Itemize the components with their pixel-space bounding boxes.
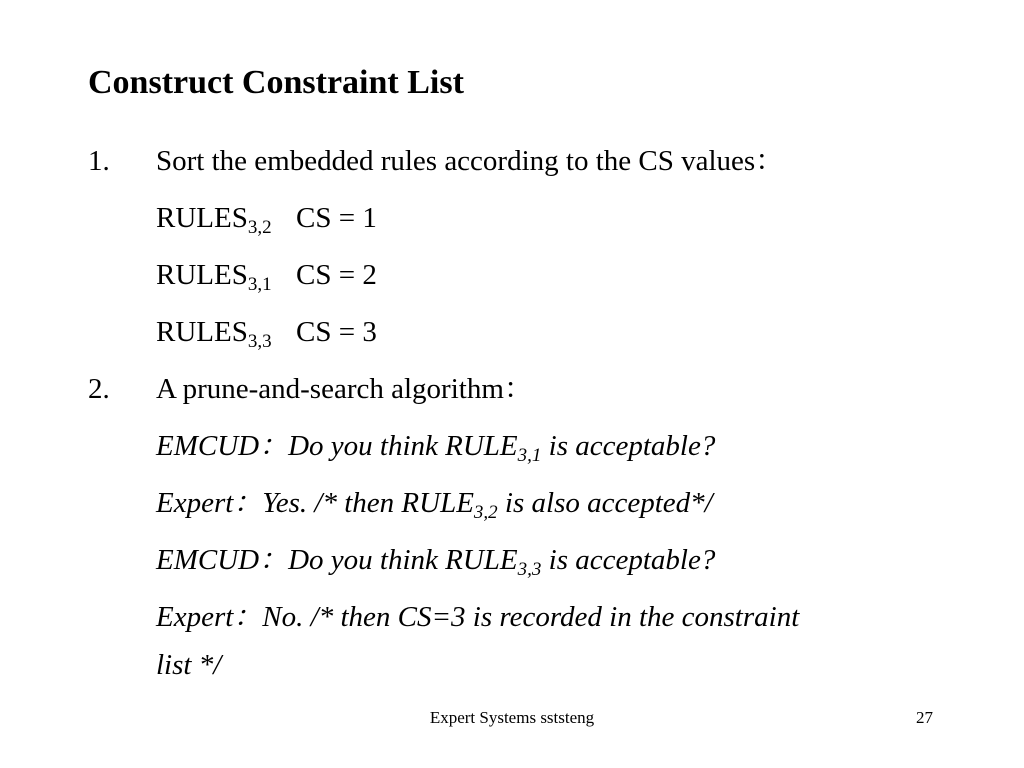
- dialog-text-end: is acceptable?: [541, 430, 716, 462]
- rule-row: [156, 257, 377, 293]
- item-2-number: 2.: [88, 373, 110, 405]
- dialog-line-continued: [156, 647, 221, 683]
- dialog-line: [156, 428, 715, 464]
- dialog-line: [156, 599, 799, 635]
- rule-cs: CS = 2: [296, 259, 377, 291]
- dialog-line: [156, 485, 713, 521]
- dialog-text: Expert：Yes. /* then RULE: [156, 487, 474, 519]
- dialog-text: EMCUD：Do you think RULE: [156, 544, 518, 576]
- rule-cs: CS = 3: [296, 316, 377, 348]
- rule-name: RULES: [156, 259, 248, 291]
- item-1-text: Sort the embedded rules according to the CS values：: [156, 145, 785, 177]
- dialog-text: Expert：No. /* then CS=3 is recorded in the constraint: [156, 601, 800, 633]
- slide-title: Construct Constraint List: [88, 64, 464, 101]
- item-2-text: A prune-and-search algorithm：: [156, 373, 533, 405]
- rule-subscript: 3,2: [247, 217, 272, 238]
- rule-name: RULES: [156, 316, 248, 348]
- dialog-text-end: is also accepted*/: [497, 487, 713, 519]
- rule-subscript: 3,3: [247, 331, 272, 352]
- dialog-text: list */: [156, 649, 222, 681]
- dialog-text-end: is acceptable?: [541, 544, 716, 576]
- rule-row: [156, 314, 377, 350]
- dialog-text: EMCUD：Do you think RULE: [156, 430, 518, 462]
- rule-cs: CS = 1: [296, 202, 377, 234]
- rule-name: RULES: [156, 202, 248, 234]
- dialog-subscript: 3,2: [473, 502, 498, 523]
- footer-center: Expert Systems sststeng: [429, 708, 595, 727]
- dialog-line: [156, 542, 715, 578]
- dialog-subscript: 3,3: [517, 559, 542, 580]
- page-number: 27: [916, 708, 933, 727]
- dialog-subscript: 3,1: [517, 445, 542, 466]
- item-1-number: 1.: [88, 145, 110, 177]
- rule-subscript: 3,1: [247, 274, 272, 295]
- rule-row: [156, 200, 377, 236]
